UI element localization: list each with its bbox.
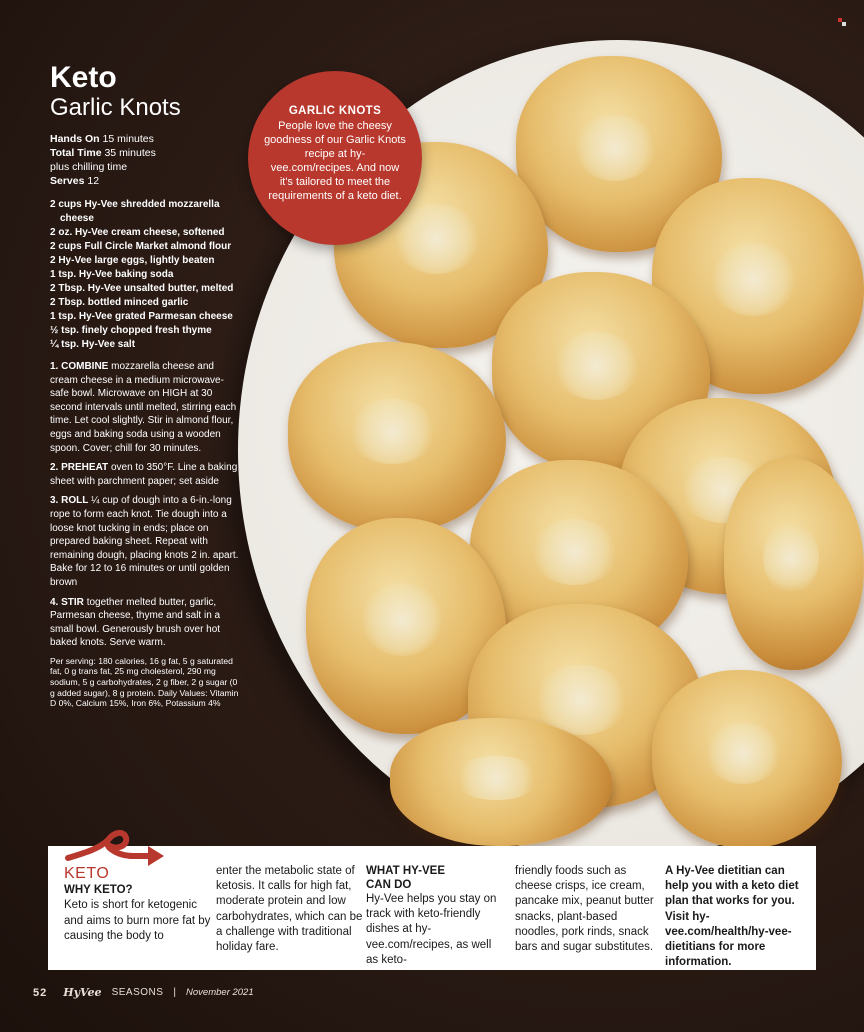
what-hyvee-heading-line2: CAN DO	[366, 879, 412, 891]
recipe-title: Keto	[50, 61, 117, 94]
step-lead: 1. COMBINE	[50, 361, 109, 372]
ingredient-item: 2 cups Hy-Vee shredded mozzarella cheese	[50, 199, 220, 224]
instruction-step	[50, 494, 240, 589]
instruction-step	[50, 461, 240, 488]
ingredient-item: 2 Hy-Vee large eggs, lightly beaten	[50, 255, 215, 266]
step-text: ¼ cup of dough into a 6-in.-long rope to form each knot. Tie dough into a loose knot tucking in ends; place on prepared baking sheet. Repeat with remaining dough, placing knots 2 in. apart. Bake for 12 to 16 minutes or until golden brown	[50, 495, 239, 588]
ketosis-text: enter the metabolic state of ketosis. It calls for high fat, moderate protein and low carbohydrates, which can be a challenge with traditional holiday fare.	[216, 865, 363, 954]
hands-on-value: 15 minutes	[102, 133, 154, 145]
why-keto-text: Keto is short for ketogenic and aims to burn more fat by causing the body to	[64, 899, 211, 942]
recipe-subtitle: Garlic Knots	[50, 94, 181, 121]
step-text: together melted butter, garlic, Parmesan cheese, thyme and salt in a small bowl. Generously brush over hot baked knots. Serve warm.	[50, 596, 221, 649]
footer-separator: |	[173, 987, 177, 998]
issue-date: November 2021	[186, 987, 254, 998]
callout-heading: GARLIC KNOTS	[288, 105, 382, 117]
instruction-list	[50, 360, 240, 650]
why-keto-heading: WHY KETO?	[64, 884, 133, 897]
why-keto-column	[64, 866, 214, 944]
hands-on-label: Hands On	[50, 133, 100, 145]
instruction-step	[50, 360, 240, 455]
dietitian-text: A Hy-Vee dietitian can help you with a keto diet plan that works for you. Visit hy-vee.com/health/hy-vee-dietitians for more information.	[665, 865, 799, 969]
total-time-label: Total Time	[50, 147, 102, 159]
ingredient-item: ½ tsp. finely chopped fresh thyme	[50, 325, 212, 336]
dietitian-column	[665, 864, 811, 970]
what-hyvee-column	[366, 864, 506, 968]
ingredient-item: 2 oz. Hy-Vee cream cheese, softened	[50, 227, 225, 238]
keto-foods-column	[515, 864, 661, 955]
ingredient-list	[50, 198, 240, 352]
instruction-step	[50, 596, 240, 650]
keto-foods-text: friendly foods such as cheese crisps, ice cream, pancake mix, peanut butter snacks, plant-based noodles, pork rinds, snack bars and sugar substitutes.	[515, 865, 654, 954]
ribbon-arrow-icon	[64, 826, 168, 876]
step-lead: 2. PREHEAT	[50, 462, 109, 474]
what-hyvee-heading-line1: WHAT HY-VEE	[366, 865, 446, 877]
step-lead: 3. ROLL	[50, 495, 89, 507]
ingredient-item: 1 tsp. Hy-Vee baking soda	[50, 269, 174, 280]
callout-text: People love the cheesy goodness of our Garlic Knots recipe at hy-vee.com/recipes. And now it's tailored to meet the requirements of a keto diet.	[264, 120, 406, 202]
ingredient-item: 2 Tbsp. bottled minced garlic	[50, 297, 189, 308]
magazine-name: SEASONS	[111, 987, 164, 998]
step-lead: 4. STIR	[50, 596, 84, 608]
hyvee-logo: HyVee	[63, 986, 102, 999]
garlic-knots-callout	[248, 71, 422, 245]
total-time-extra: plus chilling time	[50, 161, 128, 173]
recipe-meta	[50, 132, 240, 188]
total-time-value: 35 minutes	[104, 147, 156, 159]
ingredient-item: ¼ tsp. Hy-Vee salt	[50, 339, 136, 350]
ingredient-item: 2 cups Full Circle Market almond flour	[50, 241, 232, 252]
serves-value: 12	[87, 175, 100, 187]
nutrition-info: Per serving: 180 calories, 16 g fat, 5 g saturated fat, 0 g trans fat, 25 mg cholesterol, 290 mg sodium, 5 g carbohydrates, 2 g fiber, 2 g sugar (0 g added sugar), 8 g protein. Daily Values: Vitamin D 0%, Calcium 15%, Iron 6%, Potassium 4%	[50, 655, 239, 709]
step-text: oven to 350°F. Line a baking sheet with parchment paper; set aside	[50, 462, 238, 487]
keto-label: KETO	[64, 865, 110, 882]
recipe-column	[50, 62, 240, 709]
ingredient-item: 1 tsp. Hy-Vee grated Parmesan cheese	[50, 311, 233, 322]
serves-label: Serves	[50, 175, 85, 187]
page-number: 52	[33, 986, 48, 999]
what-hyvee-text: Hy-Vee helps you stay on track with keto-friendly dishes at hy-vee.com/recipes, as well as keto-	[366, 893, 497, 966]
ingredient-item: 2 Tbsp. Hy-Vee unsalted butter, melted	[50, 283, 234, 294]
ketosis-column	[216, 864, 364, 955]
step-text: mozzarella cheese and cream cheese in a medium microwave-safe bowl. Microwave on HIGH at 30 second intervals until melted, stirring each time. Let cool slightly. Stir in almond flour, eggs and baking soda using a wooden spoon. Cover; chill for 30 minutes.	[50, 361, 237, 454]
flag-icon	[838, 18, 846, 26]
page-footer	[33, 986, 254, 999]
